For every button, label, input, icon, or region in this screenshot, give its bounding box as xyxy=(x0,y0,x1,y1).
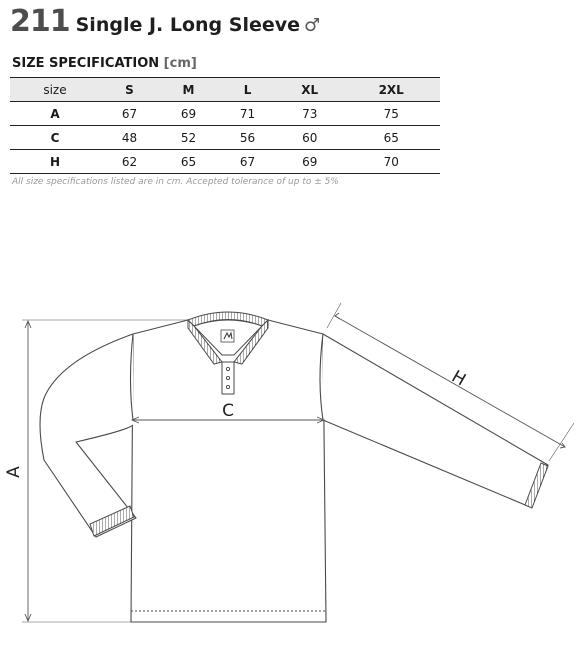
table-cell: 69 xyxy=(277,150,342,174)
size-header-l: L xyxy=(218,78,277,102)
table-cell: 71 xyxy=(218,102,277,126)
table-cell: 65 xyxy=(159,150,218,174)
tolerance-note: All size specifications listed are in cm. Accepted tolerance of up to ± 5% xyxy=(12,177,339,187)
size-spec-title xyxy=(12,56,197,71)
table-cell: 52 xyxy=(159,126,218,150)
table-cell: 67 xyxy=(100,102,159,126)
dimension-c-label: C xyxy=(222,401,234,421)
table-cell: 73 xyxy=(277,102,342,126)
size-header-2xl: 2XL xyxy=(342,78,440,102)
product-name: Single J. Long Sleeve xyxy=(75,14,301,36)
table-cell: 48 xyxy=(100,126,159,150)
placket xyxy=(222,362,234,394)
row-label: H xyxy=(10,150,100,174)
left-sleeve xyxy=(40,334,136,537)
brand-label xyxy=(221,330,234,342)
table-cell: 75 xyxy=(342,102,440,126)
right-sleeve xyxy=(323,334,548,507)
table-cell: 62 xyxy=(100,150,159,174)
table-cell: 69 xyxy=(159,102,218,126)
table-cell: 67 xyxy=(218,150,277,174)
table-row xyxy=(10,126,440,150)
dimension-h-label: H xyxy=(447,366,470,391)
table-cell: 65 xyxy=(342,126,440,150)
dimension-a-label: A xyxy=(4,466,24,478)
size-header-m: M xyxy=(159,78,218,102)
size-spec-unit: [cm] xyxy=(163,56,197,71)
size-header-s: S xyxy=(100,78,159,102)
size-column-header: size xyxy=(10,78,100,102)
table-row xyxy=(10,102,440,126)
row-label: A xyxy=(10,102,100,126)
product-header xyxy=(10,4,320,44)
table-row xyxy=(10,150,440,174)
table-cell: 56 xyxy=(218,126,277,150)
male-symbol-icon: ♂ xyxy=(304,15,321,36)
table-cell: 70 xyxy=(342,150,440,174)
shirt-outline xyxy=(40,320,548,622)
size-table-header-row xyxy=(10,78,440,102)
size-header-xl: XL xyxy=(277,78,342,102)
row-label: C xyxy=(10,126,100,150)
size-table xyxy=(10,77,440,174)
garment-drawing xyxy=(0,290,582,648)
size-spec-title-text: SIZE SPECIFICATION xyxy=(12,56,160,71)
table-cell: 60 xyxy=(277,126,342,150)
model-number: 211 xyxy=(10,4,70,39)
